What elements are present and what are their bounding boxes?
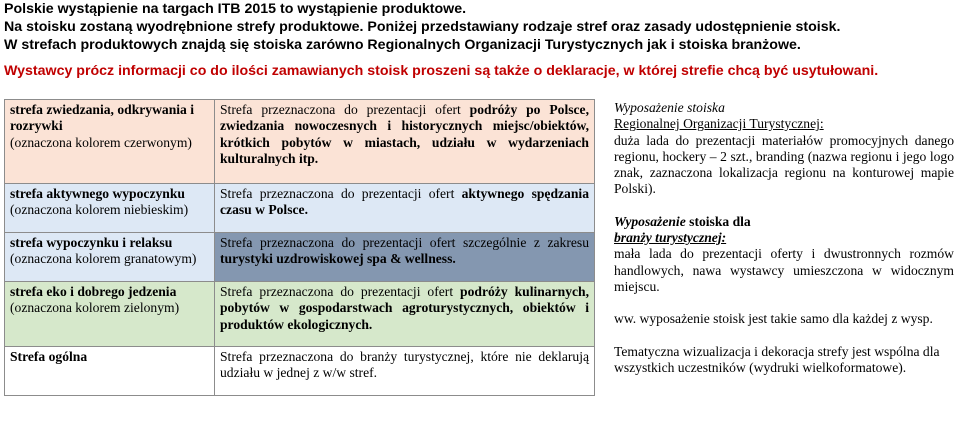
intro-line-3: W strefach produktowych znajdą się stoiska zarówno Regionalnych Organizacji Turystycznych jak i stoiska branżowe. bbox=[4, 37, 801, 53]
equipment-panel bbox=[614, 100, 954, 376]
zone-desc-cell bbox=[215, 233, 595, 282]
zone-name-cell bbox=[5, 100, 215, 184]
zone-color-marker: (oznaczona kolorem granatowym) bbox=[10, 251, 197, 267]
zone-color-marker: (oznaczona kolorem czerwonym) bbox=[10, 134, 192, 150]
branch-equipment-subtitle: branży turystycznej: bbox=[614, 230, 727, 246]
zone-desc-cell bbox=[215, 100, 595, 184]
zone-color-marker: (oznaczona kolorem niebieskim) bbox=[10, 202, 189, 218]
rot-equipment-text: duża lada do prezentacji materiałów promocyjnych danego regionu, hockery – 2 szt., branding (nazwa regionu i jego logo znak, zaznaczona lokalizacja regionu na konturowej mapie Polski). bbox=[614, 132, 954, 197]
intro-line-1: Polskie wystąpienie na targach ITB 2015 to wystąpienie produktowe. bbox=[4, 1, 467, 17]
intro-line-2: Na stoisku zostaną wyodrębnione strefy produktowe. Poniżej przedstawiany rodzaje stref oraz zasady udostępnienie stoisk. bbox=[4, 19, 841, 35]
zone-desc-cell bbox=[215, 347, 595, 396]
zone-name-cell bbox=[5, 184, 215, 233]
zone-desc: Strefa przeznaczona do branży turystycznej, które nie deklarują udziału w jednej z w/w stref. bbox=[220, 349, 589, 381]
zone-desc-highlight: podróży po Polsce, zwiedzania nowoczesnych i historycznych miejsc/obiektów, krótkich pobytów w miastach, udziału w wydarzeniach kulturalnych itp. bbox=[220, 102, 589, 166]
zone-desc-highlight: turystyki uzdrowiskowej spa & wellness. bbox=[220, 251, 456, 267]
zone-desc: Strefa przeznaczona do prezentacji ofert szczególnie z zakresu bbox=[220, 235, 589, 250]
zone-row-general bbox=[5, 347, 595, 396]
zone-name: strefa zwiedzania, odkrywania i rozrywki bbox=[10, 102, 195, 134]
zone-desc: Strefa przeznaczona do prezentacji ofert bbox=[220, 284, 461, 299]
branch-title-rest: stoiska dla bbox=[685, 213, 751, 229]
zone-desc-cell bbox=[215, 184, 595, 233]
branch-title-word: Wyposażenie bbox=[614, 213, 686, 229]
intro-block bbox=[4, 0, 956, 54]
zone-desc: Strefa przeznaczona do prezentacji ofert bbox=[220, 102, 470, 117]
zone-name: Strefa ogólna bbox=[10, 349, 88, 364]
rot-equipment-subtitle: Regionalnej Organizacji Turystycznej: bbox=[614, 116, 824, 132]
zones-table bbox=[4, 99, 595, 396]
zone-desc-cell bbox=[215, 282, 595, 347]
zone-desc-highlight: aktywnego spędzania czasu w Polsce. bbox=[220, 186, 589, 218]
zone-name: strefa aktywnego wypoczynku bbox=[10, 186, 185, 201]
zone-row-green bbox=[5, 282, 595, 347]
zone-row-red bbox=[5, 100, 595, 184]
branch-equipment-title bbox=[614, 214, 954, 230]
zone-name-cell bbox=[5, 282, 215, 347]
thematic-decoration-note: Tematyczna wizualizacja i dekoracja strefy jest wspólna dla wszystkich uczestników (wydruki wielkoformatowe). bbox=[614, 343, 940, 375]
zone-desc: Strefa przeznaczona do prezentacji ofert bbox=[220, 186, 462, 201]
zone-name: strefa eko i dobrego jedzenia bbox=[10, 284, 177, 299]
zone-name: strefa wypoczynku i relaksu bbox=[10, 235, 173, 250]
zone-row-garnet bbox=[5, 233, 595, 282]
zone-name-cell bbox=[5, 233, 215, 282]
zone-color-marker: (oznaczona kolorem zielonym) bbox=[10, 300, 180, 316]
rot-equipment-title: Wyposażenie stoiska bbox=[614, 100, 725, 115]
equipment-same-note: ww. wyposażenie stoisk jest takie samo dla każdej z wysp. bbox=[614, 311, 933, 327]
zone-row-blue bbox=[5, 184, 595, 233]
branch-equipment-text: mała lada do prezentacji oferty i dwustronnych rozmów handlowych, nawa wystawcy umieszczona w widocznym miejscu. bbox=[614, 246, 954, 294]
zone-desc-highlight: podróży kulinarnych, pobytów w gospodarstwach agroturystycznych, obiektów i produktów ekologicznych. bbox=[220, 284, 589, 332]
zone-name-cell bbox=[5, 347, 215, 396]
exhibitor-note: Wystawcy prócz informacji co do ilości zamawianych stoisk proszeni są także o deklaracje, w której strefie chcą być usytułowani. bbox=[4, 63, 879, 79]
